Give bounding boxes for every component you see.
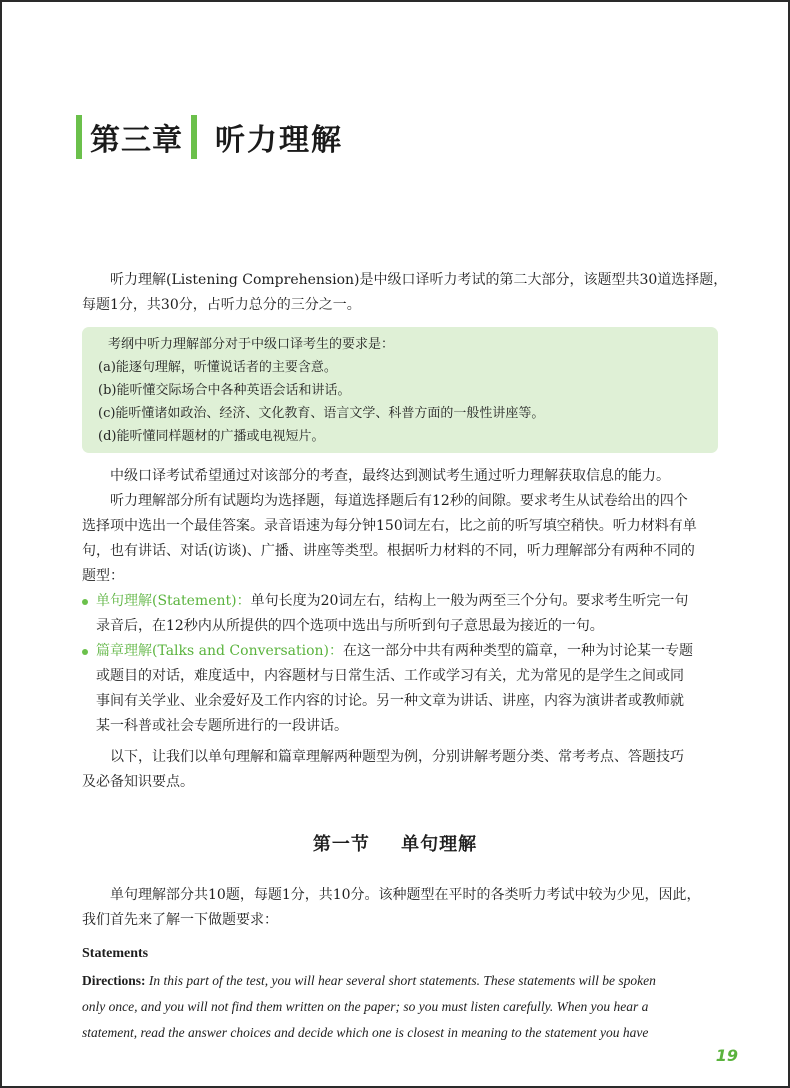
format-line: 听力理解部分所有试题均为选择题，每道选择题后有12秒的间隙。要求考生从试卷给出的四个 — [110, 493, 688, 509]
statements-heading: Statements — [82, 946, 149, 961]
directions-paragraph — [82, 968, 722, 1046]
section-title: 单句理解 — [401, 834, 478, 855]
intro-line: 听力理解(Listening Comprehension)是中级口译听力考试的第二大部分，该题型共30道选择题， — [110, 272, 728, 288]
syllabus-item: (a)能逐句理解，听懂说话者的主要含意。 — [98, 360, 337, 375]
outline-paragraph — [82, 745, 714, 795]
format-line: 选择项中选出一个最佳答案。录音语速为每分钟150词左右，比之前的听写填空稍快。听力材料有单 — [82, 518, 697, 534]
section-intro-line: 单句理解部分共10题，每题1分，共10分。该种题型在平时的各类听力考试中较为少见，因此， — [110, 887, 701, 903]
goal-paragraph — [82, 464, 714, 489]
bullet-text: 在这一部分中共有两种类型的篇章，一种为讨论某一专题 — [343, 643, 694, 659]
format-line: 句，也有讲话、对话(访谈)、广播、讲座等类型。根据听力材料的不同，听力理解部分有两种不同的 — [82, 543, 695, 559]
syllabus-box — [82, 327, 718, 453]
bullet-text: 单句长度为20词左右，结构上一般为两至三个分句。要求考生听完一句 — [250, 593, 689, 609]
intro-paragraph — [82, 268, 728, 318]
bullet-label: 篇章理解(Talks and Conversation)： — [96, 643, 344, 659]
bullet-label: 单句理解(Statement)： — [96, 593, 251, 609]
bullet-statement — [82, 589, 718, 639]
section-intro-paragraph — [82, 883, 714, 933]
bullet-text: 或题目的对话，难度适中，内容题材与日常生活、工作或学习有关，尤为常见的是学生之间或同 — [96, 668, 684, 684]
directions-label: Directions: — [82, 973, 146, 988]
bullet-text: 录音后，在12秒内从所提供的四个选项中选出与所听到句子意思最为接近的一句。 — [96, 618, 604, 634]
chapter-heading — [76, 114, 343, 160]
format-paragraph — [82, 489, 714, 589]
syllabus-heading: 考纲中听力理解部分对于中级口译考生的要求是： — [108, 337, 395, 352]
section-heading — [2, 830, 788, 856]
goal-line: 中级口译考试希望通过对该部分的考查，最终达到测试考生通过听力理解获取信息的能力。 — [110, 468, 670, 484]
bullet-text: 某一科普或社会专题所进行的一段讲话。 — [96, 718, 348, 734]
outline-line: 以下，让我们以单句理解和篇章理解两种题型为例，分别讲解考题分类、常考考点、答题技巧 — [110, 749, 684, 765]
format-line: 题型： — [82, 568, 124, 584]
directions-text: In this part of the test, you will hear several short statements. These statements will be spoken — [148, 973, 656, 988]
chapter-number: 第三章 — [90, 123, 183, 158]
directions-text: only once, and you will not find them written on the paper; so you must listen carefully. When you hear a — [82, 999, 649, 1014]
page-number: 19 — [715, 1046, 738, 1065]
section-intro-line: 我们首先来了解一下做题要求： — [82, 912, 278, 928]
bullet-dot — [82, 649, 88, 655]
outline-line: 及必备知识要点。 — [82, 774, 194, 790]
chapter-title: 听力理解 — [215, 123, 343, 158]
syllabus-item: (d)能听懂同样题材的广播或电视短片。 — [98, 429, 325, 444]
section-number: 第一节 — [312, 834, 370, 855]
syllabus-item: (b)能听懂交际场合中各种英语会话和讲话。 — [98, 383, 351, 398]
intro-line: 每题1分，共30分，占听力总分的三分之一。 — [82, 297, 361, 313]
syllabus-item: (c)能听懂诸如政治、经济、文化教育、语言文学、科普方面的一般性讲座等。 — [98, 406, 545, 421]
directions-text: statement, read the answer choices and decide which one is closest in meaning to the statement you have — [82, 1025, 649, 1040]
bullet-dot — [82, 599, 88, 605]
bullet-text: 事间有关学业、业余爱好及工作内容的讨论。另一种文章为讲话、讲座，内容为演讲者或教师就 — [96, 693, 684, 709]
bullet-talks — [82, 639, 718, 739]
